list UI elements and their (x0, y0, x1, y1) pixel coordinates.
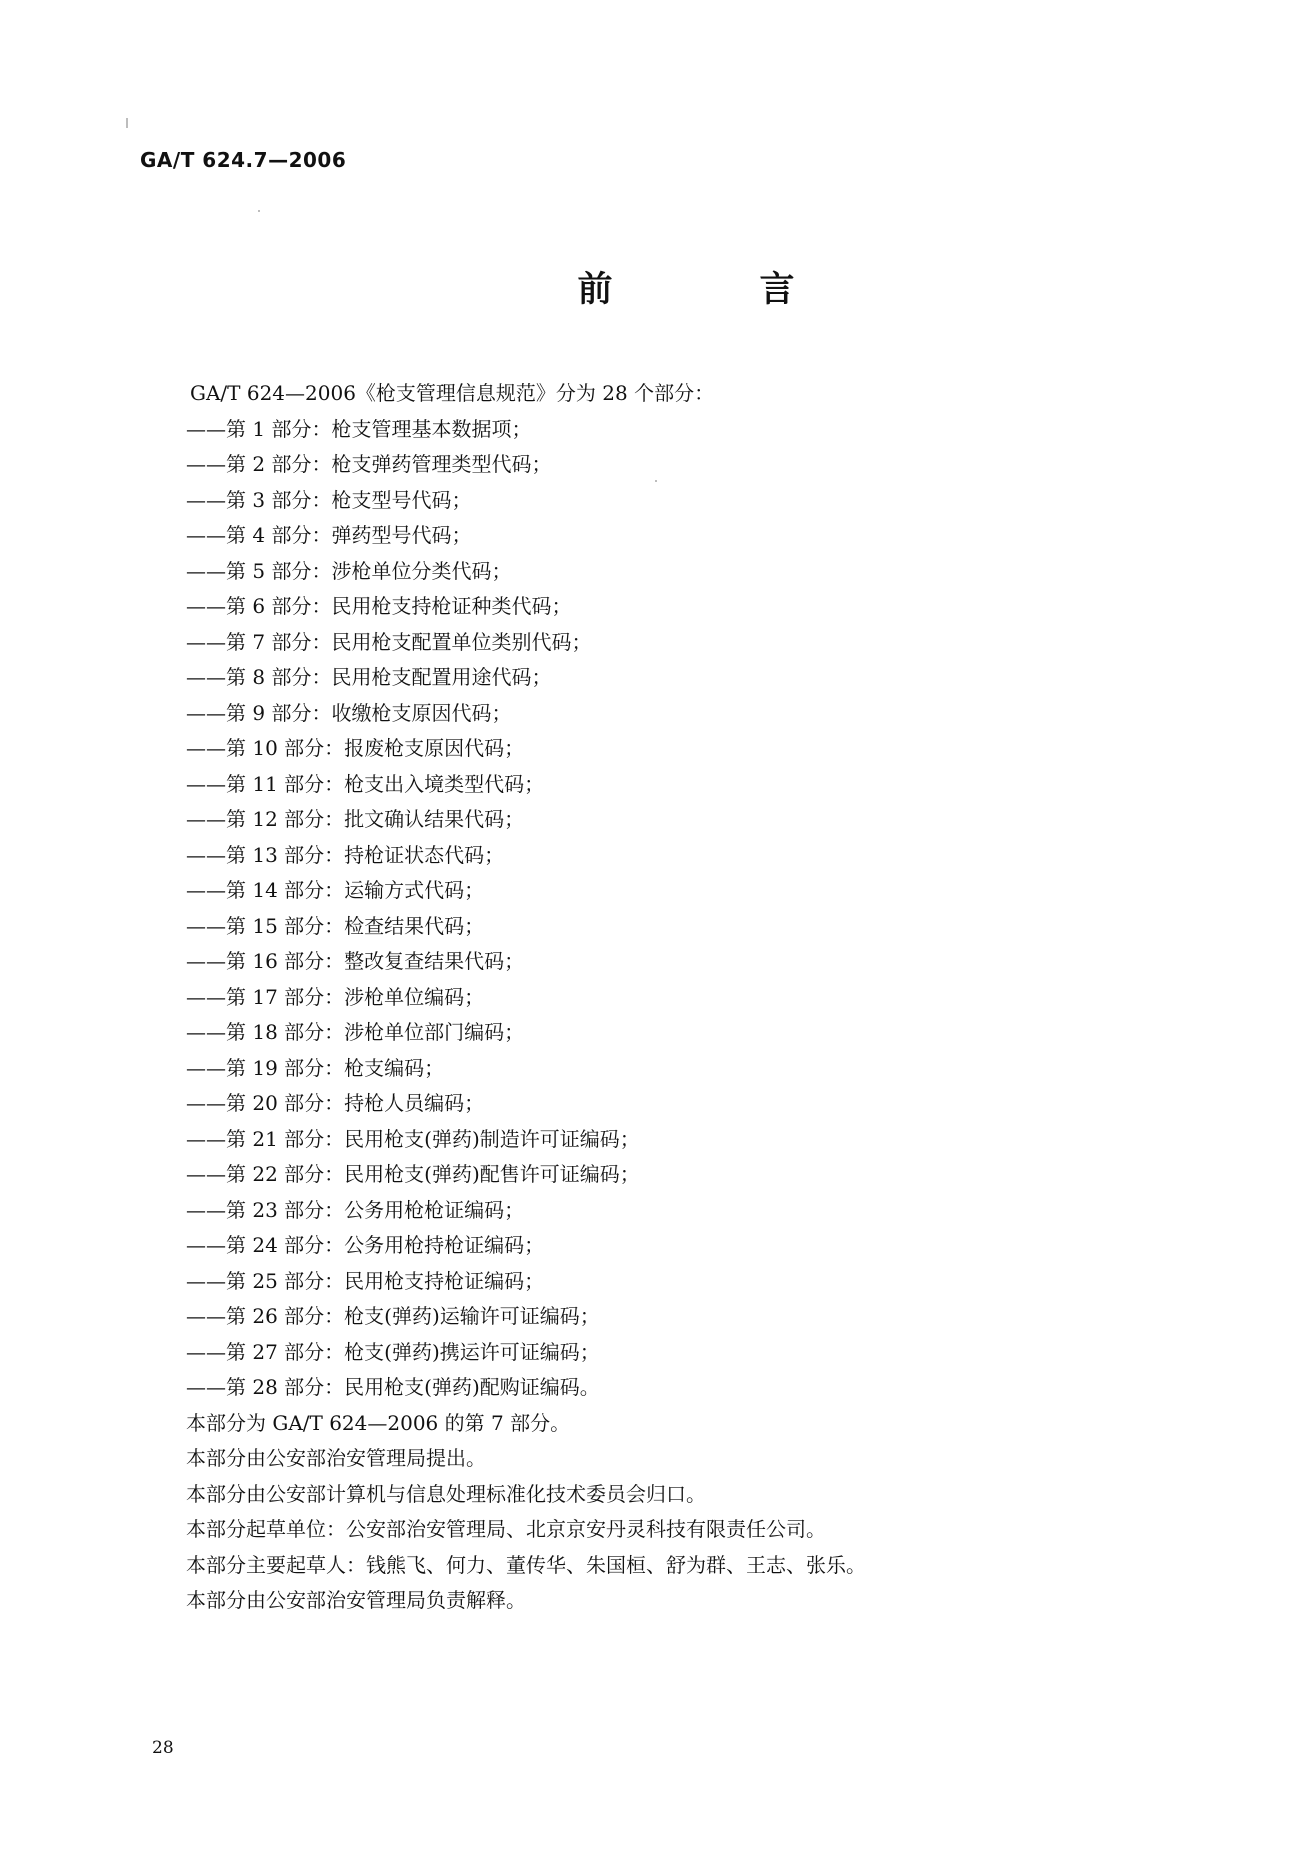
list-item: ——第 19 部分：枪支编码； (186, 1055, 445, 1080)
closing-line: 本部分由公安部治安管理局负责解释。 (186, 1588, 526, 1612)
closing-line: 本部分主要起草人：钱熊飞、何力、董传华、朱国桓、舒为群、王志、张乐。 (186, 1552, 866, 1577)
list-item: ——第 20 部分：持枪人员编码； (186, 1091, 485, 1115)
list-item: ——第 26 部分：枪支(弹药)运输许可证编码； (186, 1304, 600, 1328)
list-item: ——第 14 部分：运输方式代码； (186, 878, 485, 902)
page-title: 前 言 (577, 270, 851, 310)
scan-mark (126, 118, 128, 128)
closing-line: 本部分由公安部治安管理局提出。 (186, 1446, 486, 1470)
foreword-body (186, 376, 1206, 1619)
list-item: ——第 8 部分：民用枪支配置用途代码； (186, 665, 552, 689)
list-item: ——第 13 部分：持枪证状态代码； (186, 842, 505, 867)
list-item: ——第 28 部分：民用枪支(弹药)配购证编码。 (186, 1375, 600, 1399)
list-item: ——第 6 部分：民用枪支持枪证种类代码； (186, 594, 572, 618)
list-item: ——第 10 部分：报废枪支原因代码； (186, 736, 525, 760)
list-item: ——第 5 部分：涉枪单位分类代码； (186, 558, 512, 583)
list-item: ——第 3 部分：枪支型号代码； (186, 487, 472, 512)
intro-paragraph: GA/T 624—2006《枪支管理信息规范》分为 28 个部分： (190, 381, 715, 405)
closing-line: 本部分为 GA/T 624—2006 的第 7 部分。 (186, 1410, 571, 1435)
list-item: ——第 11 部分：枪支出入境类型代码； (186, 771, 545, 796)
list-item: ——第 7 部分：民用枪支配置单位类别代码； (186, 629, 592, 654)
list-item: ——第 12 部分：批文确认结果代码； (186, 807, 525, 831)
list-item: ——第 22 部分：民用枪支(弹药)配售许可证编码； (186, 1162, 640, 1186)
list-item: ——第 16 部分：整改复查结果代码； (186, 949, 525, 973)
list-item: ——第 25 部分：民用枪支持枪证编码； (186, 1268, 545, 1293)
closing-line: 本部分起草单位：公安部治安管理局、北京京安丹灵科技有限责任公司。 (186, 1517, 826, 1541)
closing-paragraphs (186, 1406, 1206, 1619)
parts-list (186, 412, 1206, 1406)
list-item: ——第 24 部分：公务用枪持枪证编码； (186, 1233, 545, 1257)
list-item: ——第 18 部分：涉枪单位部门编码； (186, 1020, 525, 1044)
list-item: ——第 17 部分：涉枪单位编码； (186, 984, 485, 1009)
list-item: ——第 2 部分：枪支弹药管理类型代码； (186, 452, 552, 476)
standard-code: GA/T 624.7—2006 (140, 148, 347, 172)
list-item: ——第 15 部分：检查结果代码； (186, 913, 485, 938)
list-item: ——第 1 部分：枪支管理基本数据项； (186, 416, 532, 441)
closing-line: 本部分由公安部计算机与信息处理标准化技术委员会归口。 (186, 1481, 706, 1506)
scan-mark (258, 210, 260, 212)
page-number: 28 (152, 1738, 174, 1758)
list-item: ——第 21 部分：民用枪支(弹药)制造许可证编码； (186, 1126, 640, 1151)
list-item: ——第 9 部分：收缴枪支原因代码； (186, 700, 512, 725)
list-item: ——第 23 部分：公务用枪枪证编码； (186, 1197, 525, 1222)
list-item: ——第 4 部分：弹药型号代码； (186, 523, 472, 547)
list-item: ——第 27 部分：枪支(弹药)携运许可证编码； (186, 1339, 600, 1364)
